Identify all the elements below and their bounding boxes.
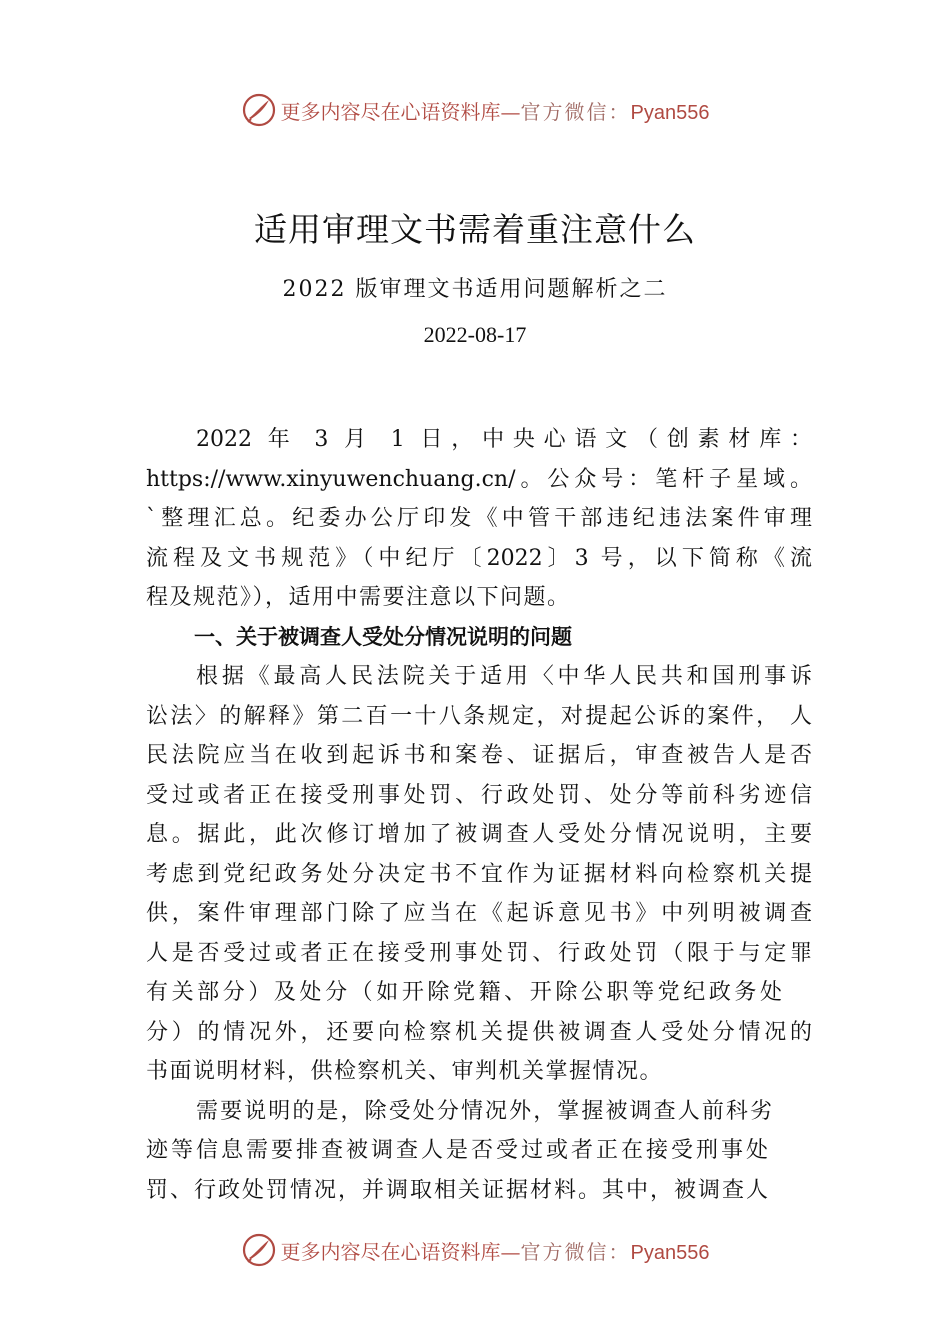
header-banner xyxy=(0,92,950,128)
pen-nib-logo-icon xyxy=(241,1232,277,1268)
paragraph-line: 息。据此，此次修订增加了被调查人受处分情况说明，主要 xyxy=(146,822,812,847)
banner-main-text: 更多内容尽在心语资料库 xyxy=(280,99,501,124)
paragraph-line: 受过或者正在接受刑事处罚、行政处罚、处分等前科劣迹信 xyxy=(146,782,812,808)
banner-dash: — xyxy=(500,99,521,124)
banner-text xyxy=(281,96,710,125)
banner-wechat-id: Pyan556 xyxy=(630,1241,710,1264)
paragraph-line: 民法院应当在收到起诉书和案卷、证据后，审查被告人是否 xyxy=(146,743,812,768)
paragraph-line: 罚、行政处罚情况，并调取相关证据材料。其中，被调查人 xyxy=(146,1177,768,1203)
paragraph-line: 人是否受过或者正在接受刑事处罚、行政处罚（限于与定罪 xyxy=(146,940,812,966)
banner-text xyxy=(281,1236,710,1265)
document-body xyxy=(146,420,812,1210)
banner-wechat-label: 官方微信： xyxy=(520,99,631,124)
document-subtitle: 2022 版审理文书适用问题解析之二 xyxy=(282,277,668,302)
paragraph-line: 需要说明的是，除受处分情况外，掌握被调查人前科劣 xyxy=(196,1098,772,1124)
paragraph-line: 流程及文书规范》（中纪厅〔2022〕3 号，以下简称《流 xyxy=(146,545,812,571)
paragraph-line: 程及规范》），适用中需要注意以下问题。 xyxy=(146,585,571,610)
section-heading: 一、关于被调查人受处分情况说明的问题 xyxy=(194,624,572,649)
paragraph-line: 考虑到党纪政务处分决定书不宜作为证据材料向检察机关提 xyxy=(146,861,812,887)
banner-wechat-label: 官方微信： xyxy=(520,1239,631,1264)
paragraph-line: 讼法〉的解释》第二百一十八条规定，对提起公诉的案件， 人 xyxy=(146,703,812,729)
paragraph-line: 分）的情况外，还要向检察机关提供被调查人受处分情况的 xyxy=(146,1019,812,1045)
paragraph-line: 有关部分）及处分（如开除党籍、开除公职等党纪政务处 xyxy=(146,980,782,1005)
banner-wechat-id: Pyan556 xyxy=(630,101,710,124)
banner-dash: — xyxy=(500,1239,521,1264)
paragraph-line: 根据《最高人民法院关于适用〈中华人民共和国刑事诉 xyxy=(196,664,812,689)
pen-nib-logo-icon xyxy=(241,92,277,128)
document-date: 2022-08-17 xyxy=(423,322,527,347)
paragraph-line: 供，案件审理部门除了应当在《起诉意见书》中列明被调查 xyxy=(146,901,812,926)
banner-main-text: 更多内容尽在心语资料库 xyxy=(280,1239,501,1264)
paragraph-line: https://www.xinyuwenchuang.cn/。公众号：笔杆子星域。 xyxy=(146,466,812,492)
document-title: 适用审理文书需着重注意什么 xyxy=(254,210,696,249)
paragraph-line: 书面说明材料，供检察机关、审判机关掌握情况。 xyxy=(146,1059,664,1084)
paragraph-line: `整理汇总。纪委办公厅印发《中管干部违纪违法案件审理 xyxy=(146,506,812,531)
paragraph-line: 迹等信息需要排查被调查人是否受过或者正在接受刑事处 xyxy=(146,1138,768,1163)
footer-banner xyxy=(0,1232,950,1268)
paragraph-line: 2022 年 3 月 1 日，中央心语文（创素材库： xyxy=(196,427,812,452)
